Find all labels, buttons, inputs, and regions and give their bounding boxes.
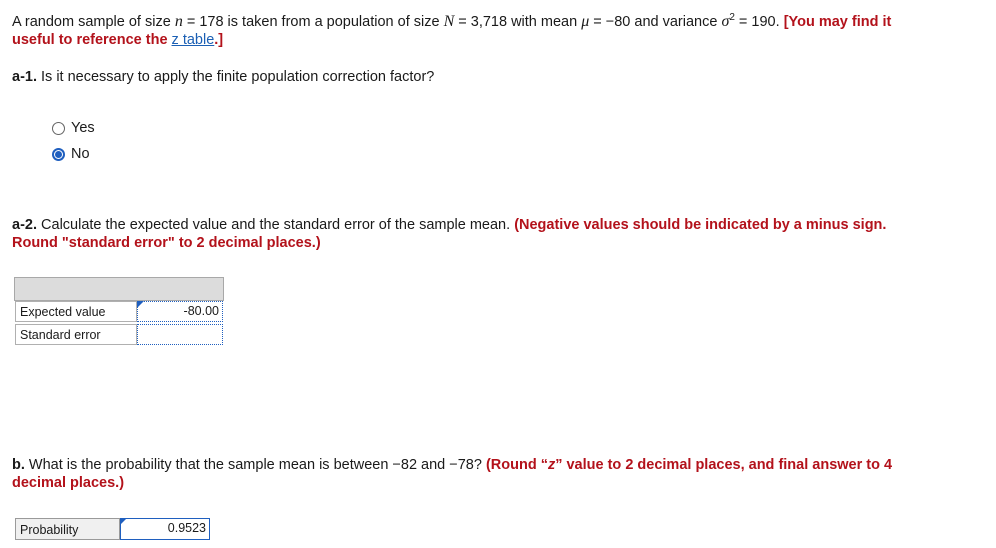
question-label: a-1. [12, 69, 37, 85]
option-yes[interactable] [52, 120, 95, 136]
instruction-text: Round "standard error" to 2 decimal places.) [12, 235, 321, 251]
instruction-text: decimal places.) [12, 475, 125, 491]
question-a1 [12, 68, 434, 86]
question-b [12, 456, 987, 492]
expected-value: -80.00 [183, 304, 219, 318]
probability-value: 0.9523 [167, 521, 206, 535]
flag-icon [137, 301, 144, 308]
z-table-link[interactable]: z table [171, 32, 215, 48]
intro-text: = 3,718 with mean [454, 14, 582, 30]
probability-input[interactable] [120, 518, 210, 540]
intro-text: = 178 is taken from a population of size [182, 14, 444, 30]
var-sigma: σ [721, 13, 730, 30]
exponent: 2 [729, 12, 735, 24]
question-a2 [12, 216, 987, 252]
option-label: No [71, 146, 90, 162]
question-text: What is the probability that the sample mean is between −82 and −78? [24, 457, 486, 473]
row-label-probability: Probability [15, 518, 120, 540]
var-z: z [547, 457, 556, 473]
question-text: Is it necessary to apply the finite population correction factor? [37, 69, 435, 85]
hint-text: [You may find it [783, 14, 892, 30]
problem-intro [12, 13, 987, 49]
intro-text: = 190. [734, 14, 784, 30]
var-N: N [443, 13, 455, 30]
hint-text: .] [214, 32, 224, 48]
var-n: n [174, 13, 183, 30]
var-mu: μ [581, 13, 590, 30]
intro-text: A random sample of size [12, 14, 175, 30]
instruction-text: ” value to 2 decimal places, and final answer to 4 [555, 457, 893, 473]
question-text: Calculate the expected value and the standard error of the sample mean. [37, 217, 515, 233]
table-header [14, 277, 224, 301]
radio-yes[interactable] [52, 122, 65, 135]
radio-no-selected[interactable] [52, 148, 65, 161]
intro-text: = −80 and variance [589, 14, 722, 30]
instruction-text: (Negative values should be indicated by a minus sign. [514, 217, 887, 233]
row-label-standard-error: Standard error [15, 324, 137, 345]
question-label: a-2. [12, 217, 37, 233]
question-label: b. [12, 457, 25, 473]
standard-error-input[interactable] [137, 324, 223, 345]
hint-text: useful to reference the [12, 32, 172, 48]
flag-icon [120, 518, 127, 525]
row-label-expected-value: Expected value [15, 301, 137, 322]
option-no[interactable] [52, 146, 90, 162]
instruction-text: (Round “ [485, 457, 548, 473]
expected-value-input[interactable] [137, 301, 223, 322]
option-label: Yes [71, 120, 95, 136]
